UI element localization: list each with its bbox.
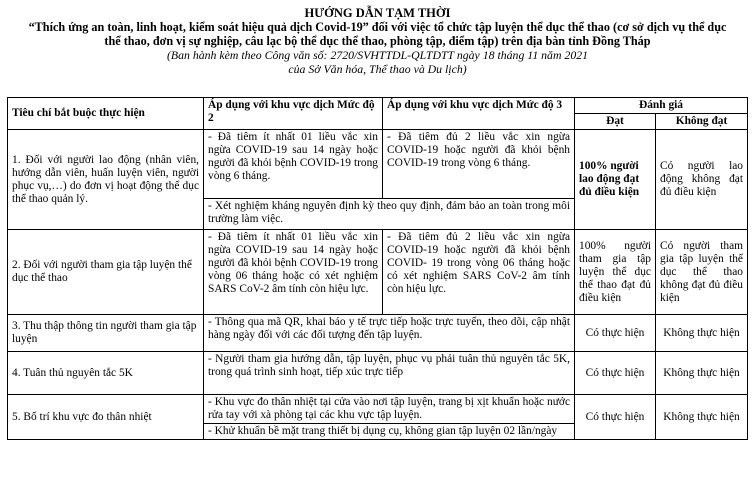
row1-fail: Có người lao động không đạt đủ điều kiện (656, 130, 748, 230)
row5-pass: Có thực hiện (575, 395, 656, 440)
row2-criteria: 2. Đối với người tham gia tập luyện thể dục thể thao (8, 230, 204, 315)
document-header (0, 0, 755, 76)
header-fail: Không đạt (656, 114, 748, 130)
header-evaluation: Đánh giá (575, 98, 748, 114)
issued-by-line1: (Ban hành kèm theo Công văn số: 2720/SVHTTDL-QLTDTT ngày 18 tháng 11 năm 2021 (166, 48, 589, 62)
row1-level2: - Đã tiêm ít nhất 01 liều vắc xin ngừa COVID-19 sau 14 ngày hoặc người đã khỏi bệnh COVID-19 trong vòng 6 tháng. (204, 130, 383, 199)
row3-pass: Có thực hiện (575, 315, 656, 352)
row2-fail: Có người tham gia tập luyện thể dục thể thao không đạt đủ điều kiện (656, 230, 748, 315)
document-title: HƯỚNG DẪN TẠM THỜI (304, 6, 451, 20)
row1-criteria: 1. Đối với người lao động (nhân viên, hướng dẫn viên, huấn luyện viên, người phục vụ,…) do đơn vị hoạt động thể dục thể thao quản lý. (8, 130, 204, 230)
row2-pass: 100% người tham gia tập luyện thể dục thể thao đạt đủ điều kiện (575, 230, 656, 315)
row5-shared: - Khu vực đo thân nhiệt tại cửa vào nơi tập luyện, trang bị xịt khuẩn hoặc nước rửa tay với xà phòng tại các khu vực tập luyện. (204, 395, 575, 424)
table-row (8, 395, 748, 424)
row1-pass: 100% người lao động đạt đủ điều kiện (575, 130, 656, 230)
header-level2: Áp dụng với khu vực dịch Mức độ 2 (204, 98, 383, 130)
document-subtitle-line1: “Thích ứng an toàn, linh hoạt, kiểm soát hiệu quả dịch Covid-19” đối với việc tổ chức tập luyện thể dục thể thao (cơ sở dịch vụ thể dục (28, 20, 727, 34)
row1-level3: - Đã tiêm đủ 2 liều vắc xin ngừa COVID-19 hoặc người đã khỏi bệnh COVID-19 trong vòng 6 tháng. (383, 130, 575, 199)
row3-fail: Không thực hiện (656, 315, 748, 352)
row1-shared: - Xét nghiệm kháng nguyên định kỳ theo quy định, đảm bảo an toàn trong môi trường làm việc. (204, 199, 575, 230)
row5-fail: Không thực hiện (656, 395, 748, 440)
row3-shared: - Thông qua mã QR, khai báo y tế trực tiếp hoặc trực tuyến, theo dõi, cập nhật hàng ngày đối với các đối tượng đến tập luyện. (204, 315, 575, 352)
header-pass: Đạt (575, 114, 656, 130)
table-row (8, 352, 748, 395)
row4-pass: Có thực hiện (575, 352, 656, 395)
row4-fail: Không thực hiện (656, 352, 748, 395)
table-header-row (8, 98, 748, 114)
table-row (8, 130, 748, 199)
row5-criteria: 5. Bố trí khu vực đo thân nhiệt (8, 395, 204, 440)
row2-level3: - Đã tiêm đủ 2 liều vắc xin ngừa COVID-19 hoặc người đã khỏi bệnh COVID- 19 trong vòng 06 tháng hoặc có xét nghiệm SARS CoV-2 âm tính còn hiệu lực. (383, 230, 575, 315)
row3-criteria: 3. Thu thập thông tin người tham gia tập luyện (8, 315, 204, 352)
criteria-table (7, 97, 748, 440)
row4-criteria: 4. Tuân thủ nguyên tắc 5K (8, 352, 204, 395)
header-criteria: Tiêu chí bắt buộc thực hiện (8, 98, 204, 130)
table-row (8, 230, 748, 315)
row4-shared: - Người tham gia hướng dẫn, tập luyện, phục vụ phải tuân thủ nguyên tắc 5K, trong quá trình sinh hoạt, tiếp xúc trực tiếp (204, 352, 575, 395)
issued-by-line2: của Sở Văn hóa, Thể thao và Du lịch) (288, 62, 467, 76)
row2-level2: - Đã tiêm ít nhất 01 liều vắc xin ngừa COVID-19 sau 14 ngày hoặc người đã khỏi bệnh COVID-19 trong vòng 06 tháng hoặc có xét nghiệm SARS CoV-2 âm tính còn hiệu lực. (204, 230, 383, 315)
table-row (8, 315, 748, 352)
header-level3: Áp dụng với khu vực dịch Mức độ 3 (383, 98, 575, 130)
document-subtitle-line2: thể thao, đơn vị sự nghiệp, câu lạc bộ thể dục thể thao, phòng tập, điểm tập) trên địa bàn tỉnh Đồng Tháp (104, 34, 651, 48)
row5-shared2: - Khử khuẩn bề mặt trang thiết bị dụng cụ, không gian tập luyện 02 lần/ngày (204, 424, 575, 440)
